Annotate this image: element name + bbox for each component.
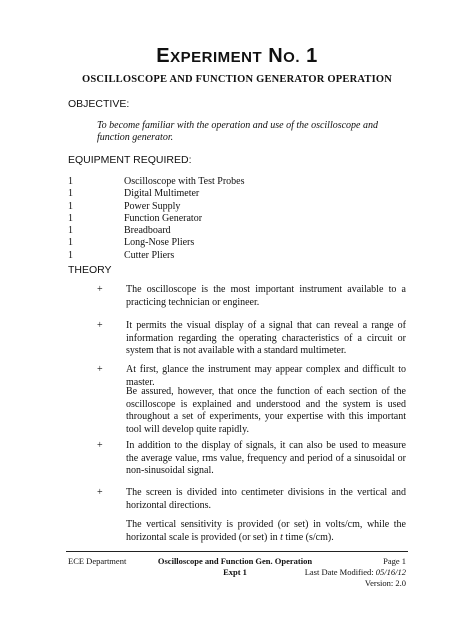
paragraph-text: The vertical sensitivity is provided (or set) in volts/cm, while the horizontal scale is provided (or set) in bbox=[126, 519, 406, 543]
bullet-symbol: + bbox=[97, 440, 103, 451]
list-item bbox=[68, 201, 245, 213]
title-letter: E bbox=[156, 45, 171, 67]
page-footer bbox=[0, 551, 474, 611]
list-item bbox=[68, 213, 245, 225]
page-subtitle: OSCILLOSCOPE AND FUNCTION GENERATOR OPERATION bbox=[81, 74, 393, 85]
equipment-heading: EQUIPMENT REQUIRED: bbox=[68, 154, 192, 166]
item-name: Digital Multimeter bbox=[124, 188, 200, 200]
theory-paragraph: At first, glance the instrument may appear complex and difficult to master. bbox=[126, 364, 406, 388]
item-name: Long-Nose Pliers bbox=[124, 237, 195, 249]
item-qty: 1 bbox=[68, 237, 73, 249]
paragraph-italic: t bbox=[280, 531, 283, 543]
objective-heading: OBJECTIVE: bbox=[68, 98, 130, 110]
title-word: O. bbox=[283, 49, 301, 66]
page-title bbox=[0, 45, 474, 68]
title-letter: N bbox=[268, 45, 284, 67]
bullet-symbol: + bbox=[97, 487, 103, 498]
item-qty: 1 bbox=[68, 212, 73, 224]
list-item bbox=[68, 225, 245, 237]
theory-heading: THEORY bbox=[68, 264, 112, 276]
item-name: Power Supply bbox=[124, 200, 181, 212]
list-item bbox=[68, 237, 245, 249]
theory-paragraph: The screen is divided into centimeter divisions in the vertical and horizontal directions. bbox=[126, 487, 406, 511]
item-qty: 1 bbox=[68, 249, 73, 261]
item-name: Breadboard bbox=[124, 225, 171, 237]
objective-text: To become familiar with the operation and use of the oscilloscope and function generator. bbox=[97, 120, 378, 143]
footer-course-title: Oscilloscope and Function Gen. Operation bbox=[157, 556, 313, 566]
list-item bbox=[68, 250, 245, 262]
theory-paragraph: In addition to the display of signals, it can also be used to measure the average value, rms value, frequency and period of a sinusoidal or non-sinusoidal signal. bbox=[126, 440, 406, 476]
theory-paragraph: Be assured, however, that once the function of each section of the oscilloscope is explained and understood and the system is used throughout a set of experiments, your expertise with this important tool will develop quite rapidly. bbox=[126, 386, 406, 435]
bullet-symbol: + bbox=[97, 320, 103, 331]
footer-course bbox=[150, 556, 320, 578]
footer-expt: Expt 1 bbox=[223, 567, 247, 577]
title-word: XPERIMENT bbox=[170, 49, 263, 66]
footer-last-modified bbox=[305, 567, 406, 578]
item-name: Oscilloscope with Test Probes bbox=[124, 176, 245, 187]
item-qty: 1 bbox=[68, 188, 73, 200]
theory-paragraph: The oscilloscope is the most important instrument available to a practicing technician or engineer. bbox=[126, 284, 406, 308]
item-name: Cutter Pliers bbox=[124, 249, 175, 261]
title-number: 1 bbox=[306, 45, 318, 67]
last-modified-label: Last Date Modified: bbox=[304, 567, 374, 577]
paragraph-text: time (s/cm). bbox=[282, 531, 334, 543]
item-qty: 1 bbox=[68, 200, 73, 212]
footer-department: ECE Department bbox=[68, 556, 127, 566]
item-qty: 1 bbox=[68, 176, 73, 187]
bullet-symbol: + bbox=[97, 284, 103, 295]
bullet-symbol: + bbox=[97, 364, 103, 375]
footer-version: Version: 2.0 bbox=[364, 578, 406, 588]
list-item bbox=[68, 188, 245, 200]
list-item bbox=[68, 176, 245, 188]
item-name: Function Generator bbox=[124, 212, 203, 224]
footer-divider bbox=[66, 551, 408, 552]
last-modified-date: 05/16/12 bbox=[375, 567, 406, 577]
theory-paragraph: It permits the visual display of a signal that can reveal a range of information regarding the operating characteristics of a circuit or system that is not available with a standard multimeter. bbox=[126, 320, 406, 356]
footer-meta bbox=[305, 556, 406, 589]
theory-paragraph bbox=[126, 519, 406, 544]
item-qty: 1 bbox=[68, 225, 73, 237]
footer-page: Page 1 bbox=[383, 556, 406, 566]
equipment-list bbox=[68, 176, 245, 262]
